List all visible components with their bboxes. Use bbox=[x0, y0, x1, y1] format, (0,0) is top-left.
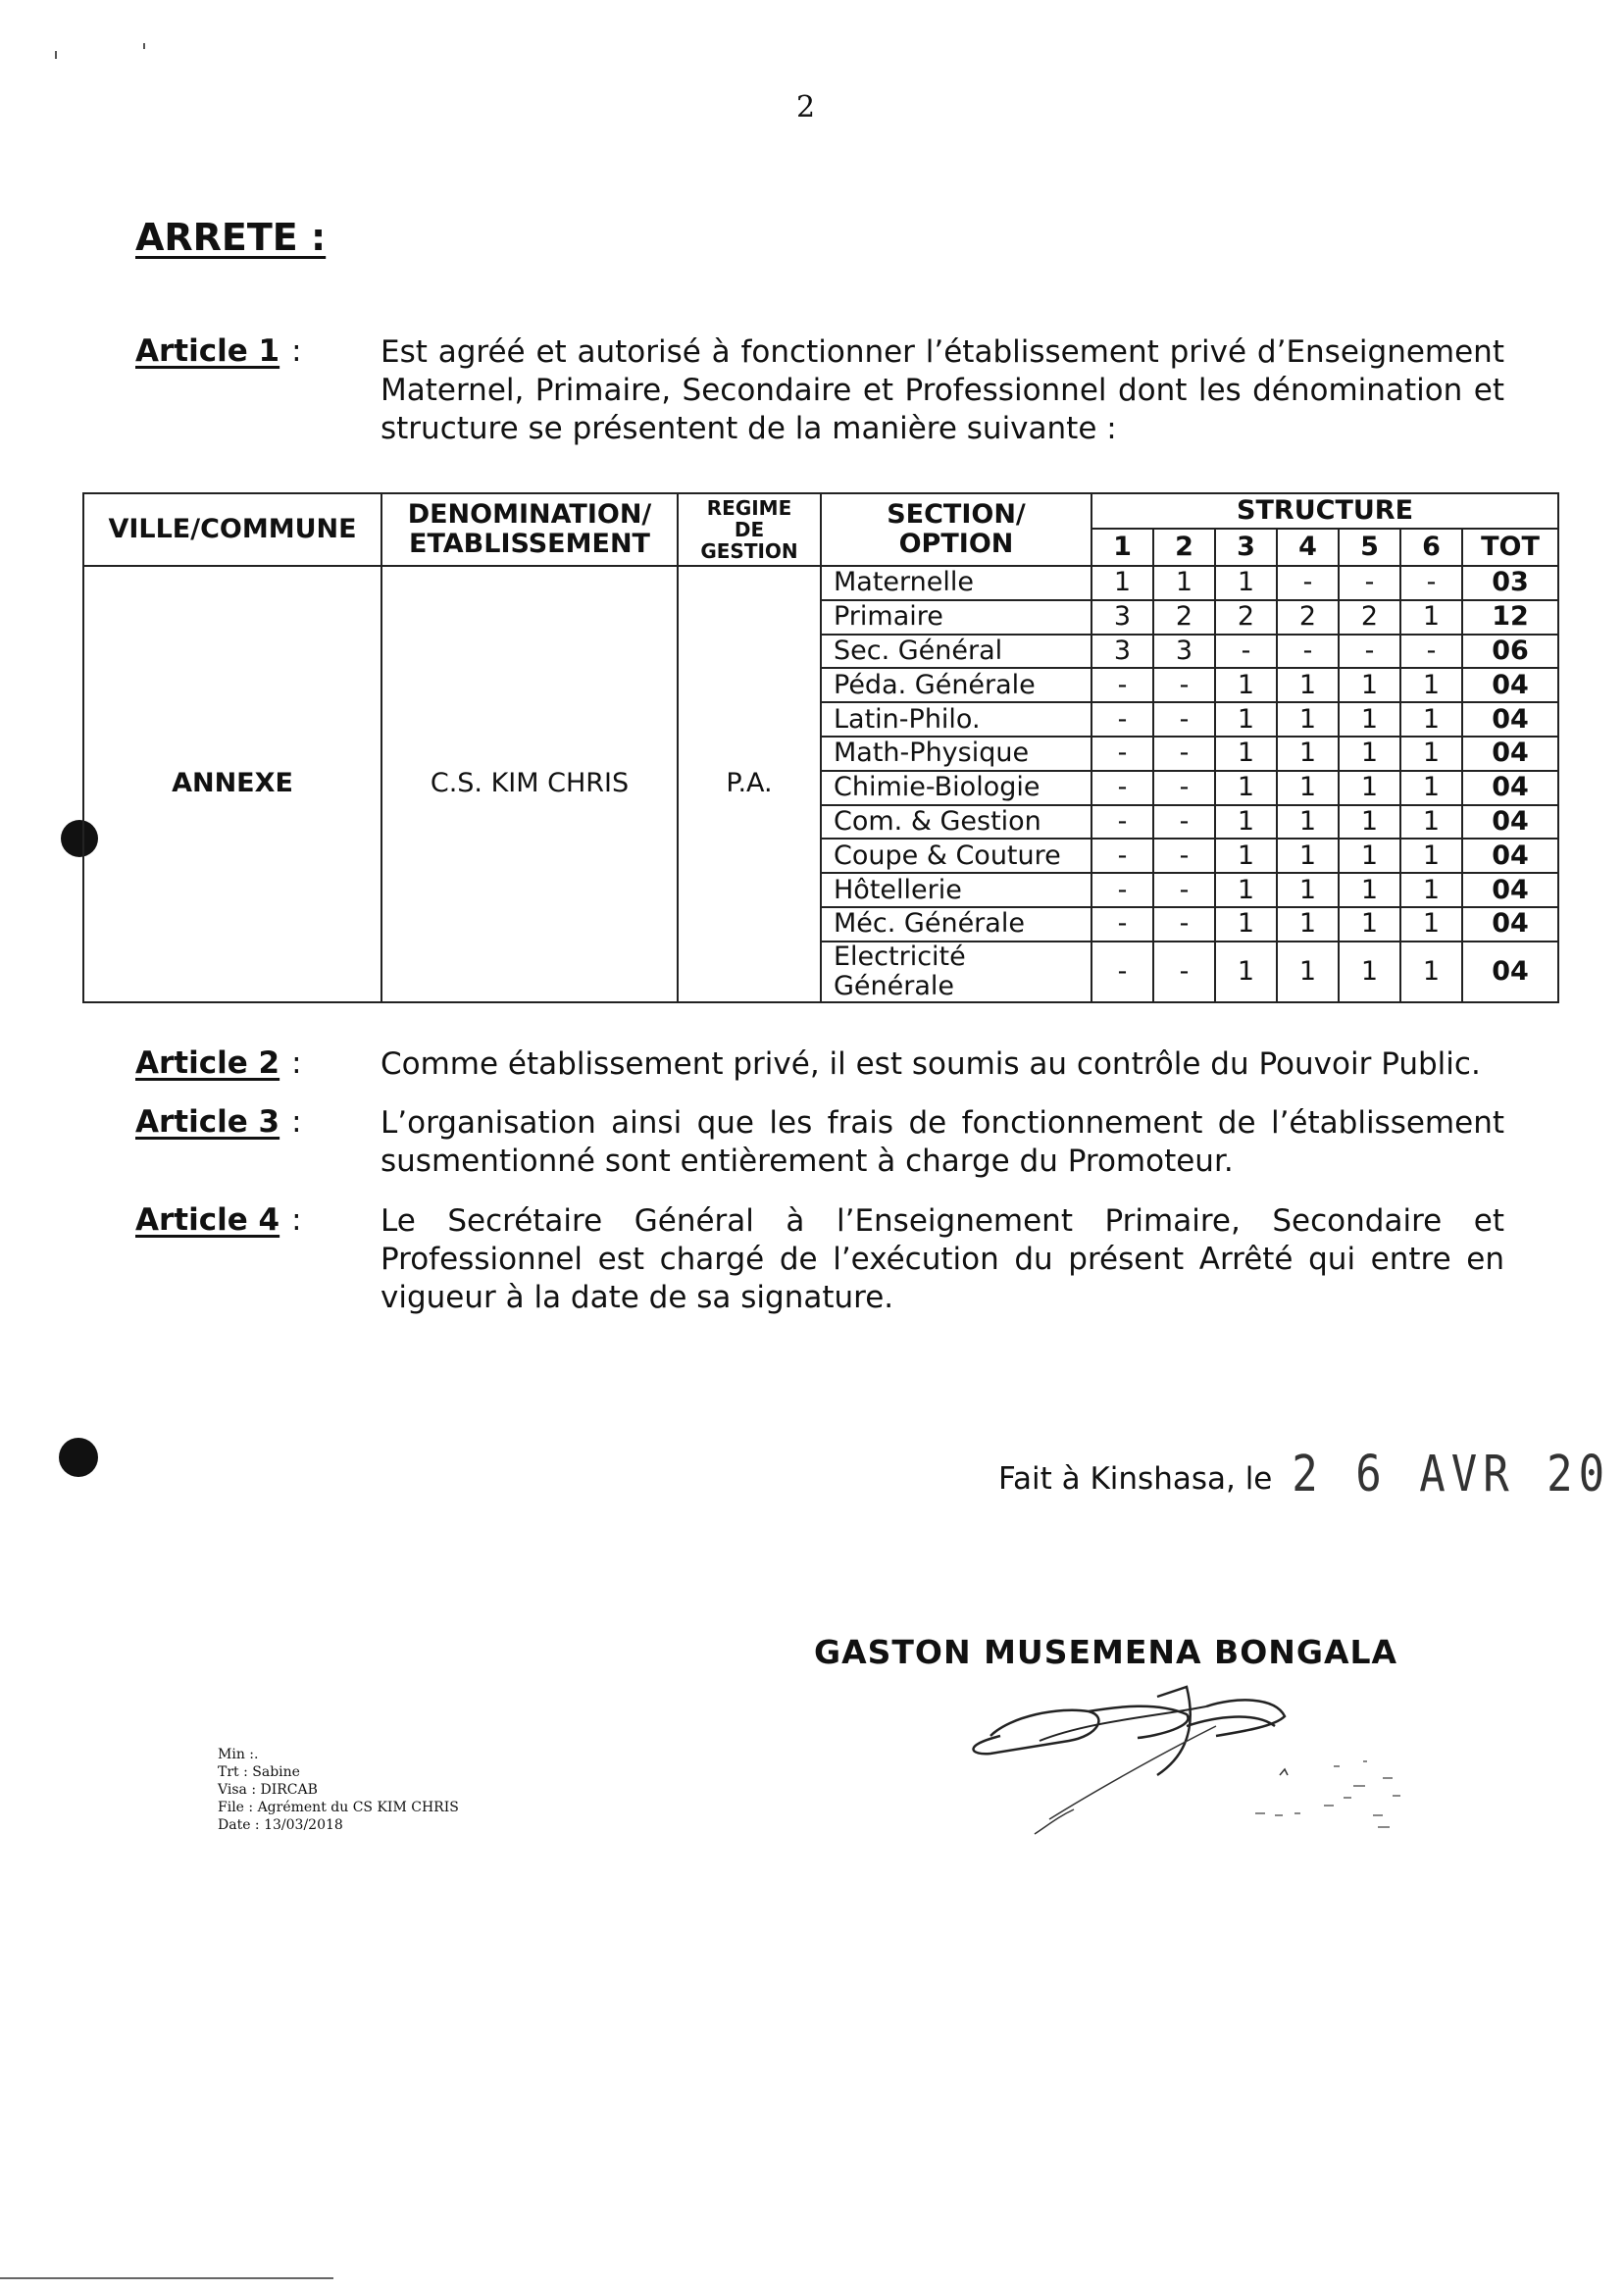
cell-value: - bbox=[1153, 702, 1215, 737]
cell-value: - bbox=[1091, 771, 1153, 805]
cell-section: Latin-Philo. bbox=[821, 702, 1091, 737]
article-1-text: Est agréé et autorisé à fonctionner l’établissement privé d’Enseignement Maternel, Primaire, Secondaire et Professionnel dont les dénomination et structure se présentent de la manière suivante : bbox=[381, 334, 1504, 446]
cell-value: 1 bbox=[1400, 907, 1462, 942]
cell-total: 04 bbox=[1462, 805, 1558, 840]
cell-value: - bbox=[1091, 668, 1153, 702]
header-structure: STRUCTURE bbox=[1091, 493, 1558, 529]
cell-value: 1 bbox=[1215, 566, 1277, 600]
header-col-4: 4 bbox=[1277, 529, 1339, 566]
cell-value: - bbox=[1153, 873, 1215, 907]
cell-total: 04 bbox=[1462, 771, 1558, 805]
cell-value: 1 bbox=[1215, 771, 1277, 805]
cell-value: - bbox=[1153, 942, 1215, 1002]
cell-value: 1 bbox=[1400, 942, 1462, 1002]
cell-denomination: C.S. KIM CHRIS bbox=[381, 566, 678, 1002]
article-4-label: Article 4 : bbox=[135, 1202, 302, 1238]
cell-total: 04 bbox=[1462, 907, 1558, 942]
header-col-5: 5 bbox=[1339, 529, 1400, 566]
cell-value: 1 bbox=[1277, 702, 1339, 737]
cell-value: 1 bbox=[1339, 907, 1400, 942]
structure-table bbox=[82, 492, 1559, 1003]
cell-regime: P.A. bbox=[678, 566, 821, 1002]
cell-value: 1 bbox=[1277, 942, 1339, 1002]
cell-value: - bbox=[1400, 566, 1462, 600]
cell-value: - bbox=[1091, 737, 1153, 771]
article-3-label: Article 3 : bbox=[135, 1104, 302, 1140]
cell-value: - bbox=[1339, 635, 1400, 669]
cell-value: 3 bbox=[1091, 600, 1153, 635]
cell-value: 3 bbox=[1153, 635, 1215, 669]
cell-total: 04 bbox=[1462, 839, 1558, 873]
cell-value: 1 bbox=[1091, 566, 1153, 600]
cell-value: 1 bbox=[1339, 873, 1400, 907]
cell-value: 1 bbox=[1215, 668, 1277, 702]
signatory-name: GASTON MUSEMENA BONGALA bbox=[814, 1633, 1398, 1671]
cell-value: 1 bbox=[1215, 737, 1277, 771]
cell-value: 1 bbox=[1400, 873, 1462, 907]
cell-value: 1 bbox=[1339, 771, 1400, 805]
article-3-text: L’organisation ainsi que les frais de fonctionnement de l’établissement susmentionné sont entièrement à charge du Promoteur. bbox=[381, 1105, 1504, 1179]
cell-value: 2 bbox=[1153, 600, 1215, 635]
cell-value: 1 bbox=[1400, 600, 1462, 635]
scan-mark bbox=[55, 51, 57, 59]
cell-section: Com. & Gestion bbox=[821, 805, 1091, 840]
cell-total: 04 bbox=[1462, 942, 1558, 1002]
cell-section: Chimie-Biologie bbox=[821, 771, 1091, 805]
scan-edge-line bbox=[0, 2277, 333, 2279]
cell-value: 1 bbox=[1339, 702, 1400, 737]
scan-mark bbox=[143, 43, 145, 49]
cell-value: 1 bbox=[1277, 839, 1339, 873]
article-4-text: Le Secrétaire Général à l’Enseignement Primaire, Secondaire et Professionnel est chargé de l’exécution du présent Arrêté qui entre en vigueur à la date de sa signature. bbox=[381, 1203, 1504, 1315]
header-col-tot: TOT bbox=[1462, 529, 1558, 566]
cell-total: 12 bbox=[1462, 600, 1558, 635]
cell-section: Sec. Général bbox=[821, 635, 1091, 669]
footer-meta bbox=[218, 1746, 459, 1834]
cell-value: 1 bbox=[1400, 668, 1462, 702]
header-regime: REGIME DE GESTION bbox=[678, 493, 821, 566]
cell-section: Péda. Générale bbox=[821, 668, 1091, 702]
cell-value: 1 bbox=[1215, 839, 1277, 873]
cell-value: - bbox=[1153, 907, 1215, 942]
cell-total: 06 bbox=[1462, 635, 1558, 669]
handwritten-signature bbox=[863, 1667, 1412, 1863]
cell-value: 1 bbox=[1339, 668, 1400, 702]
place-date: Fait à Kinshasa, le 2 6 AVR 20 bbox=[998, 1446, 1611, 1503]
header-section: SECTION/ OPTION bbox=[821, 493, 1091, 566]
cell-value: 2 bbox=[1277, 600, 1339, 635]
article-1-label: Article 1 : bbox=[135, 333, 302, 369]
cell-value: 1 bbox=[1277, 873, 1339, 907]
cell-value: 1 bbox=[1339, 942, 1400, 1002]
cell-value: 1 bbox=[1215, 873, 1277, 907]
cell-section: Hôtellerie bbox=[821, 873, 1091, 907]
cell-value: 1 bbox=[1153, 566, 1215, 600]
footer-meta-line: File : Agrément du CS KIM CHRIS bbox=[218, 1800, 459, 1815]
cell-section: Maternelle bbox=[821, 566, 1091, 600]
cell-total: 03 bbox=[1462, 566, 1558, 600]
article-2-label: Article 2 : bbox=[135, 1045, 302, 1081]
cell-value: 1 bbox=[1277, 737, 1339, 771]
cell-section: Coupe & Couture bbox=[821, 839, 1091, 873]
footer-meta-line: Trt : Sabine bbox=[218, 1764, 300, 1780]
header-col-6: 6 bbox=[1400, 529, 1462, 566]
cell-total: 04 bbox=[1462, 873, 1558, 907]
cell-value: 1 bbox=[1339, 737, 1400, 771]
header-ville: VILLE/COMMUNE bbox=[83, 493, 381, 566]
cell-value: - bbox=[1153, 805, 1215, 840]
cell-value: 1 bbox=[1277, 805, 1339, 840]
document-title: ARRETE : bbox=[135, 216, 327, 259]
cell-value: 1 bbox=[1215, 942, 1277, 1002]
cell-value: - bbox=[1091, 702, 1153, 737]
cell-value: - bbox=[1153, 737, 1215, 771]
cell-value: - bbox=[1339, 566, 1400, 600]
cell-total: 04 bbox=[1462, 668, 1558, 702]
cell-value: 1 bbox=[1339, 839, 1400, 873]
cell-value: - bbox=[1091, 942, 1153, 1002]
cell-value: 1 bbox=[1400, 805, 1462, 840]
article-2-text: Comme établissement privé, il est soumis au contrôle du Pouvoir Public. bbox=[381, 1046, 1481, 1082]
footer-meta-line: Date : 13/03/2018 bbox=[218, 1817, 343, 1833]
header-col-1: 1 bbox=[1091, 529, 1153, 566]
cell-value: - bbox=[1091, 839, 1153, 873]
page-number: 2 bbox=[796, 90, 816, 125]
cell-value: 1 bbox=[1215, 702, 1277, 737]
cell-value: - bbox=[1091, 873, 1153, 907]
cell-value: - bbox=[1215, 635, 1277, 669]
cell-value: 1 bbox=[1400, 771, 1462, 805]
cell-value: 2 bbox=[1215, 600, 1277, 635]
cell-value: - bbox=[1091, 805, 1153, 840]
cell-value: 3 bbox=[1091, 635, 1153, 669]
table-row bbox=[83, 566, 1558, 600]
cell-value: - bbox=[1153, 839, 1215, 873]
cell-value: - bbox=[1153, 771, 1215, 805]
cell-total: 04 bbox=[1462, 737, 1558, 771]
cell-section: Math-Physique bbox=[821, 737, 1091, 771]
cell-section: Primaire bbox=[821, 600, 1091, 635]
cell-value: 1 bbox=[1400, 702, 1462, 737]
cell-section: Méc. Générale bbox=[821, 907, 1091, 942]
cell-value: 1 bbox=[1400, 737, 1462, 771]
cell-value: 1 bbox=[1215, 907, 1277, 942]
cell-value: 1 bbox=[1339, 805, 1400, 840]
cell-value: - bbox=[1153, 668, 1215, 702]
cell-value: - bbox=[1277, 566, 1339, 600]
date-stamp: 2 6 AVR 20 bbox=[1292, 1446, 1611, 1503]
header-col-2: 2 bbox=[1153, 529, 1215, 566]
cell-value: 1 bbox=[1277, 907, 1339, 942]
header-denomination: DENOMINATION/ ETABLISSEMENT bbox=[381, 493, 678, 566]
punch-hole bbox=[59, 1438, 98, 1477]
cell-value: 1 bbox=[1277, 668, 1339, 702]
cell-total: 04 bbox=[1462, 702, 1558, 737]
cell-value: - bbox=[1400, 635, 1462, 669]
cell-section: Electricité Générale bbox=[821, 942, 1091, 1002]
footer-meta-line: Visa : DIRCAB bbox=[218, 1782, 318, 1798]
footer-meta-line: Min :. bbox=[218, 1747, 259, 1762]
cell-value: 1 bbox=[1215, 805, 1277, 840]
cell-value: 2 bbox=[1339, 600, 1400, 635]
cell-value: 1 bbox=[1400, 839, 1462, 873]
cell-value: - bbox=[1277, 635, 1339, 669]
cell-value: 1 bbox=[1277, 771, 1339, 805]
header-col-3: 3 bbox=[1215, 529, 1277, 566]
cell-value: - bbox=[1091, 907, 1153, 942]
cell-ville: ANNEXE bbox=[83, 566, 381, 1002]
